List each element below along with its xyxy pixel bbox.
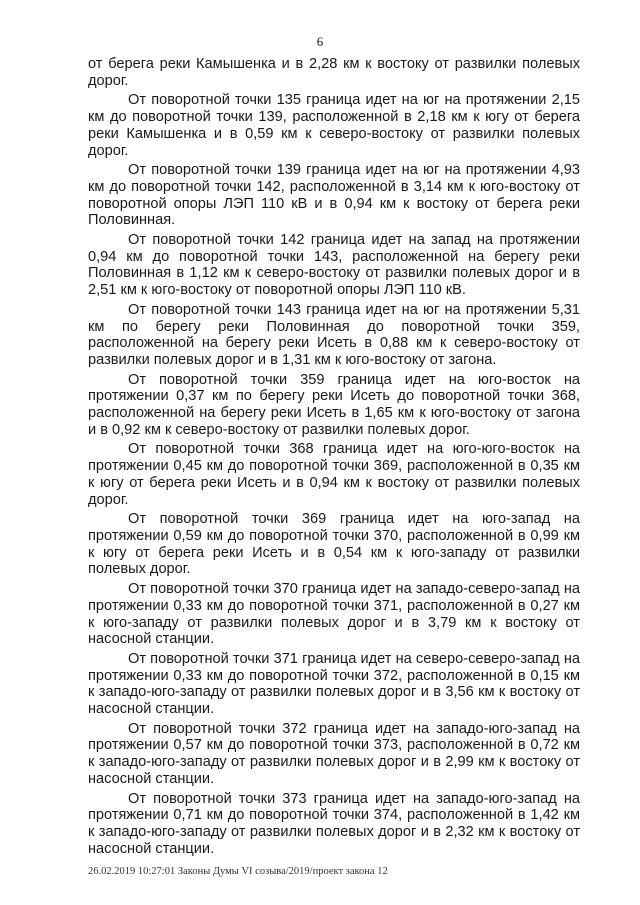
page-number: 6 (316, 34, 324, 49)
paragraph: От поворотной точки 373 граница идет на западо-юго-запад на протяжении 0,71 км до поворотной точки 374, расположенной в 1,42 км к западо-юго-западу от развилки полевых дорог и в 2,32 км к востоку от насосной станции. (88, 790, 580, 857)
paragraph: От поворотной точки 370 граница идет на западо-северо-запад на протяжении 0,33 км до поворотной точки 371, расположенной в 0,27 км к юго-западу от развилки полевых дорог и в 3,79 км к востоку от насосной станции. (88, 581, 580, 648)
paragraph: От поворотной точки 359 граница идет на юго-восток на протяжении 0,37 км по берегу реки Исеть до поворотной точки 368, расположенной на берегу реки Исеть в 1,65 км к юго-востоку от загона и в 0,92 км к северо-востоку от развилки полевых дорог. (88, 371, 580, 438)
document-body (88, 56, 580, 860)
paragraph: От поворотной точки 139 граница идет на юг на протяжении 4,93 км до поворотной точки 142, расположенной в 3,14 км к юго-востоку от поворотной опоры ЛЭП 110 кВ и в 0,94 км к востоку от берега реки Половинная. (88, 162, 580, 229)
paragraph: От поворотной точки 143 граница идет на юг на протяжении 5,31 км по берегу реки Половинная до поворотной точки 359, расположенной на берегу реки Исеть в 0,88 км к северо-востоку от развилки полевых дорог и в 1,31 км к юго-востоку от загона. (88, 301, 580, 368)
paragraph: От поворотной точки 372 граница идет на западо-юго-запад на протяжении 0,57 км до поворотной точки 373, расположенной в 0,72 км к западо-юго-западу от развилки полевых дорог и в 2,99 км к востоку от насосной станции. (88, 720, 580, 787)
paragraph: От поворотной точки 368 граница идет на юго-юго-восток на протяжении 0,45 км до поворотной точки 369, расположенной в 0,35 км к югу от берега реки Исеть и в 0,94 км к востоку от развилки полевых дорог. (88, 441, 580, 508)
paragraph: От поворотной точки 142 граница идет на запад на протяжении 0,94 км до поворотной точки 143, расположенной на берегу реки Половинная в 1,12 км к северо-востоку от развилки полевых дорог и в 2,51 км к юго-востоку от поворотной опоры ЛЭП 110 кВ. (88, 232, 580, 299)
document-footer: 26.02.2019 10:27:01 Законы Думы VI созыва/2019/проект закона 12 (88, 866, 388, 877)
paragraph: От поворотной точки 135 граница идет на юг на протяжении 2,15 км до поворотной точки 139, расположенной в 2,18 км к югу от берега реки Камышенка и в 0,59 км к северо-востоку от развилки полевых дорог. (88, 92, 580, 159)
paragraph: От поворотной точки 371 граница идет на северо-северо-запад на протяжении 0,33 км до поворотной точки 372, расположенной в 0,15 км к западо-юго-западу от развилки полевых дорог и в 3,56 км к востоку от насосной станции. (88, 650, 580, 718)
paragraph: от берега реки Камышенка и в 2,28 км к востоку от развилки полевых дорог. (88, 56, 580, 89)
paragraph: От поворотной точки 369 граница идет на юго-запад на протяжении 0,59 км до поворотной точки 370, расположенной в 0,99 км к югу от берега реки Исеть и в 0,54 км к юго-западу от развилки полевых дорог. (88, 511, 580, 578)
